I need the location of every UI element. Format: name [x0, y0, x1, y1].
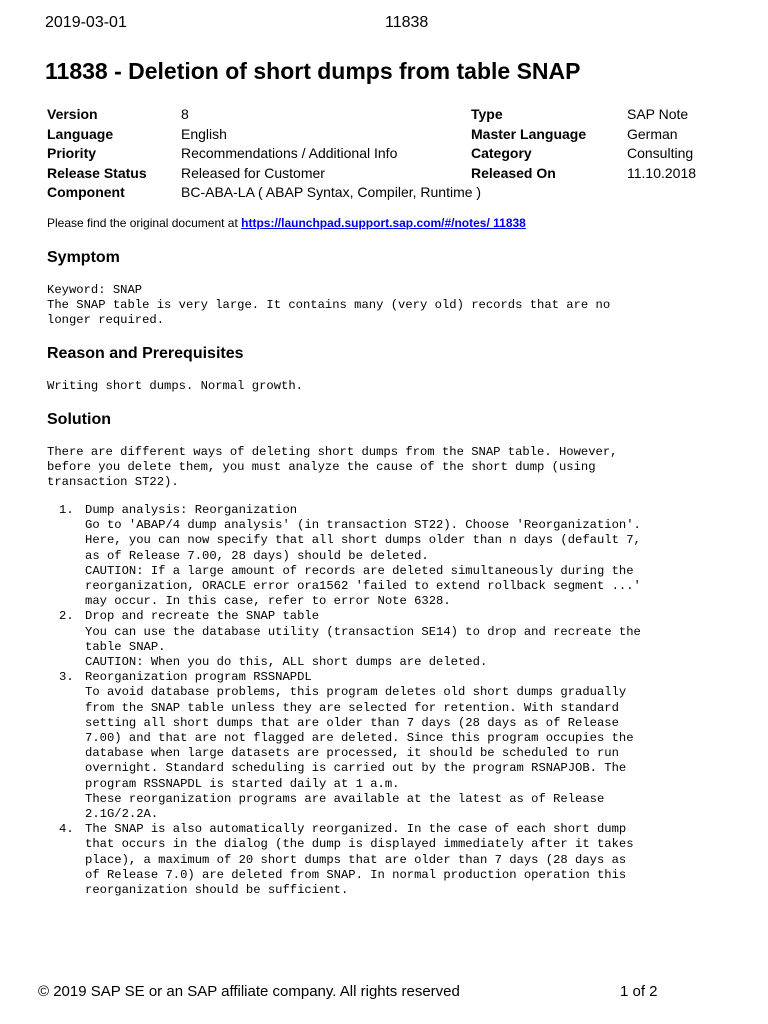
meta-label: Type	[471, 106, 503, 122]
meta-value: SAP Note	[627, 106, 689, 122]
page-title: 11838 - Deletion of short dumps from table SNAP	[45, 58, 581, 84]
meta-value: 8	[181, 106, 189, 122]
solution-heading: Solution	[47, 411, 111, 428]
solution-list	[47, 503, 641, 898]
list-item-text: Reorganization program RSSNAPDL To avoid database problems, this program deletes old short dumps gradually from the SNAP table unless they are selected for retention. With standard setting all short dumps that are older than 7 days (28 days as of Release 7.00) and that are not flagged are deleted. Since this program occupies the database when large datasets are processed, it should be scheduled to run overnight. Standard scheduling is carried out by the program RSNAPJOB. The program RSSNAPDL is started daily at 1 a.m. These reorganization programs are available at the latest as of Release 2.1G/2.2A.	[85, 670, 634, 822]
meta-label: Priority	[47, 145, 97, 161]
list-item	[47, 822, 641, 898]
list-item-number: 2.	[59, 609, 74, 624]
symptom-text: Keyword: SNAP The SNAP table is very large. It contains many (very old) records that are no longer required.	[47, 283, 611, 328]
list-item	[47, 503, 641, 609]
list-item-text: The SNAP is also automatically reorganized. In the case of each short dump that occurs in the dialog (the dump is displayed immediately after it takes place), a maximum of 20 short dumps that are older than 7 days (28 days as of Release 7.0) are deleted from SNAP. In normal production operation this reorganization should be sufficient.	[85, 822, 634, 898]
list-item	[47, 670, 641, 822]
list-item-text: Dump analysis: Reorganization Go to 'ABAP/4 dump analysis' (in transaction ST22). Choose 'Reorganization'. Here, you can now specify that all short dumps older than n days (default 7, as of Release 7.00, 28 days) should be deleted. CAUTION: If a large amount of records are deleted simultaneously during the reorganization, ORACLE error ora1562 'failed to extend rollback segment ...' may occur. In this case, refer to error Note 6328.	[85, 503, 641, 609]
original-document-line	[47, 216, 526, 230]
list-item-number: 4.	[59, 822, 74, 837]
meta-value: English	[181, 125, 227, 142]
original-document-text: Please find the original document at	[47, 216, 242, 230]
reason-text: Writing short dumps. Normal growth.	[47, 379, 303, 393]
meta-label: Language	[47, 125, 114, 142]
meta-label: Release Status	[47, 164, 147, 181]
meta-value: 11.10.2018	[627, 164, 697, 181]
meta-label: Component	[47, 184, 125, 200]
solution-intro: There are different ways of deleting short dumps from the SNAP table. However, before you delete them, you must analyze the cause of the short dump (using transaction ST22).	[47, 445, 618, 490]
list-item-number: 3.	[59, 670, 74, 685]
reason-heading: Reason and Prerequisites	[47, 345, 244, 362]
meta-value: Released for Customer	[181, 164, 325, 181]
list-item-number: 1.	[59, 503, 74, 517]
symptom-heading: Symptom	[47, 249, 120, 266]
header-note-number: 11838	[385, 14, 429, 31]
list-item-text: Drop and recreate the SNAP table You can use the database utility (transaction SE14) to drop and recreate the table SNAP. CAUTION: When you do this, ALL short dumps are deleted.	[85, 609, 641, 670]
meta-label: Master Language	[471, 125, 587, 142]
header-date: 2019-03-01	[45, 14, 127, 31]
meta-label: Released On	[471, 164, 556, 181]
meta-value: Consulting	[627, 145, 694, 161]
footer-copyright: © 2019 SAP SE or an SAP affiliate company. All rights reserved	[38, 983, 460, 1000]
original-document-link[interactable]: https://launchpad.support.sap.com/#/notes/ 11838	[241, 216, 526, 230]
meta-value: Recommendations / Additional Info	[181, 145, 398, 161]
list-item	[47, 609, 641, 670]
meta-label: Version	[47, 106, 98, 122]
meta-label: Category	[471, 145, 532, 161]
meta-value: German	[627, 125, 678, 142]
meta-value: BC-ABA-LA ( ABAP Syntax, Compiler, Runtime )	[181, 184, 482, 200]
footer-page-number: 1 of 2	[620, 983, 658, 1000]
